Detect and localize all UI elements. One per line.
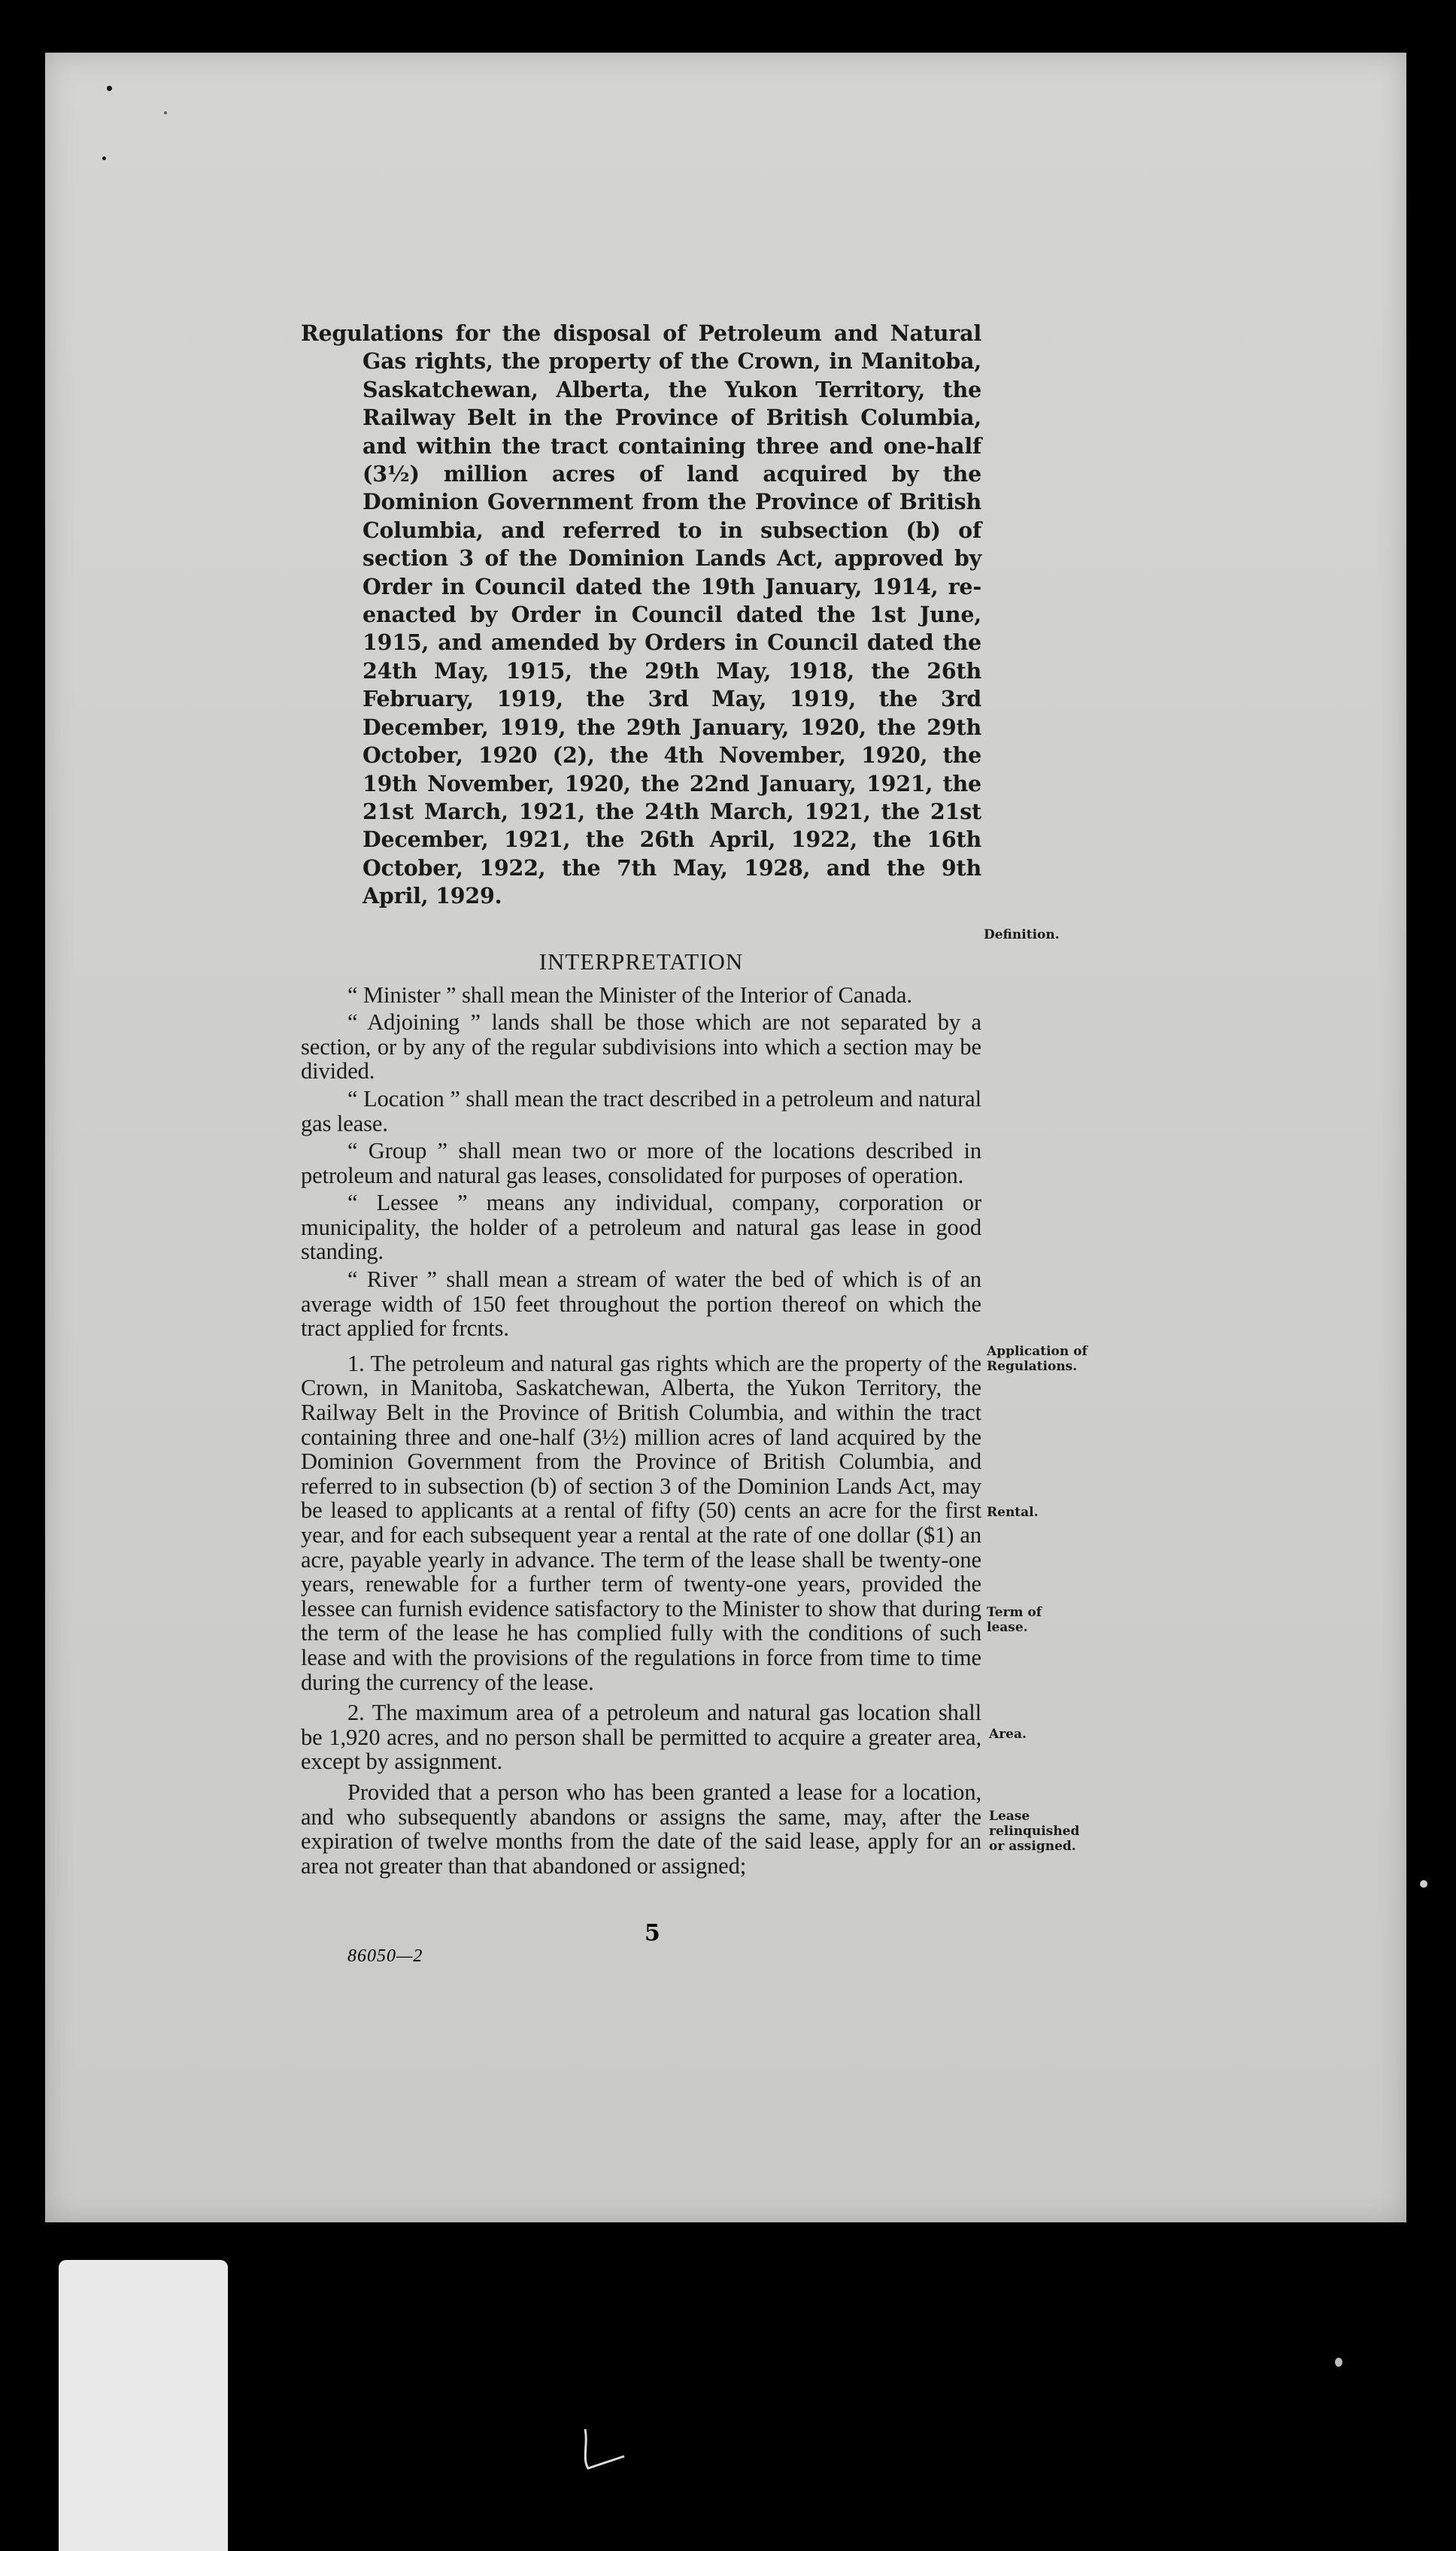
document-heading: Regulations for the disposal of Petroleum and Natural Gas rights, the property of the Crown, in Manitoba, Saskatchewan, Alberta, the Yukon Territory, the Railway Belt in the Province of British Columbia, and within the tract containing three and one-half (3½) million acres of land acquired by the Dominion Government from the Province of British Columbia, and referred to in subsection (b) of section 3 of the Dominion Lands Act, approved by Order in Council dated the 19th January, 1914, re-enacted by Order in Council dated the 1st June, 1915, and amended by Orders in Council dated the 24th May, 1915, the 29th May, 1918, the 26th February, 1919, the 3rd May, 1919, the 3rd December, 1919, the 29th January, 1920, the 29th October, 1920 (2), the 4th November, 1920, the 19th November, 1920, the 22nd January, 1921, the 21st March, 1921, the 24th March, 1921, the 21st December, 1921, the 26th April, 1922, the 16th October, 1922, the 7th May, 1928, and the 9th April, 1929. [301,320,981,909]
margin-note-rental: Rental. [987,1505,1039,1520]
definition-location: “ Location ” shall mean the tract described in a petroleum and natural gas lease. [301,1085,981,1136]
document-body [301,320,981,1878]
margin-note-definition: Definition. [984,927,1060,942]
margin-note-area: Area. [989,1727,1027,1742]
margin-note-application: Application of Regulations. [987,1344,1087,1374]
scanned-page [45,53,1406,2222]
scan-speck [107,86,112,91]
margin-note-lease-relinquished: Lease relinquished or assigned. [989,1809,1080,1854]
scan-speck [164,111,167,114]
printer-code: 86050—2 [347,1946,423,1966]
scan-speck [1335,2358,1342,2367]
section-1-paragraph: 1. The petroleum and natural gas rights which are the property of the Crown, in Manitoba, Saskatchewan, Alberta, the Yukon Territory, the Railway Belt in the Province of British Columbia, and within the tract containing three and one-half (3½) million acres of land acquired by the Dominion Government from the Province of British Columbia, and referred to in subsection (b) of section 3 of the Dominion Lands Act, may be leased to applicants at a rental of fifty (50) cents an acre for the first year, and for each subsequent year a rental at the rate of one dollar ($1) an acre, payable yearly in advance. The term of the lease shall be twenty-one years, renewable for a further term of twenty-one years, provided the lessee can furnish evidence satisfactory to the Minister to show that during the term of the lease he has complied fully with the conditions of such lease and with the provisions of the regulations in force from time to time during the currency of the lease. [301,1350,981,1695]
definition-river: “ River ” shall mean a stream of water the bed of which is of an average width of 150 feet throughout the portion thereof on which the tract applied for frcnts. [301,1266,981,1342]
proviso-paragraph: Provided that a person who has been granted a lease for a location, and who subsequently abandons or assigns the same, may, after the expiration of twelve months from the date of the said lease, apply for an area not greater than that abandoned or assigned; [301,1779,981,1879]
scan-speck [1420,1880,1427,1888]
section-2-paragraph: 2. The maximum area of a petroleum and natural gas location shall be 1,920 acres, and no person shall be permitted to acquire a greater area, except by assignment. [301,1700,981,1775]
scratch-mark [572,2422,662,2474]
page-number: 5 [645,1920,660,1946]
definition-adjoining: “ Adjoining ” lands shall be those which are not separated by a section, or by any of the regular subdivisions into which a section may be divided. [301,1009,981,1084]
margin-note-term: Term of lease. [987,1605,1042,1635]
definition-group: “ Group ” shall mean two or more of the locations described in petroleum and natural gas leases, consolidated for purposes of operation. [301,1138,981,1188]
definition-lessee: “ Lessee ” means any individual, company, corporation or municipality, the holder of a petroleum and natural gas lease in good standing. [301,1190,981,1265]
scan-speck [102,156,106,160]
section-title: INTERPRETATION [538,948,744,975]
index-card-stub [59,2260,228,2551]
definition-minister: “ Minister ” shall mean the Minister of the Interior of Canada. [347,981,912,1008]
